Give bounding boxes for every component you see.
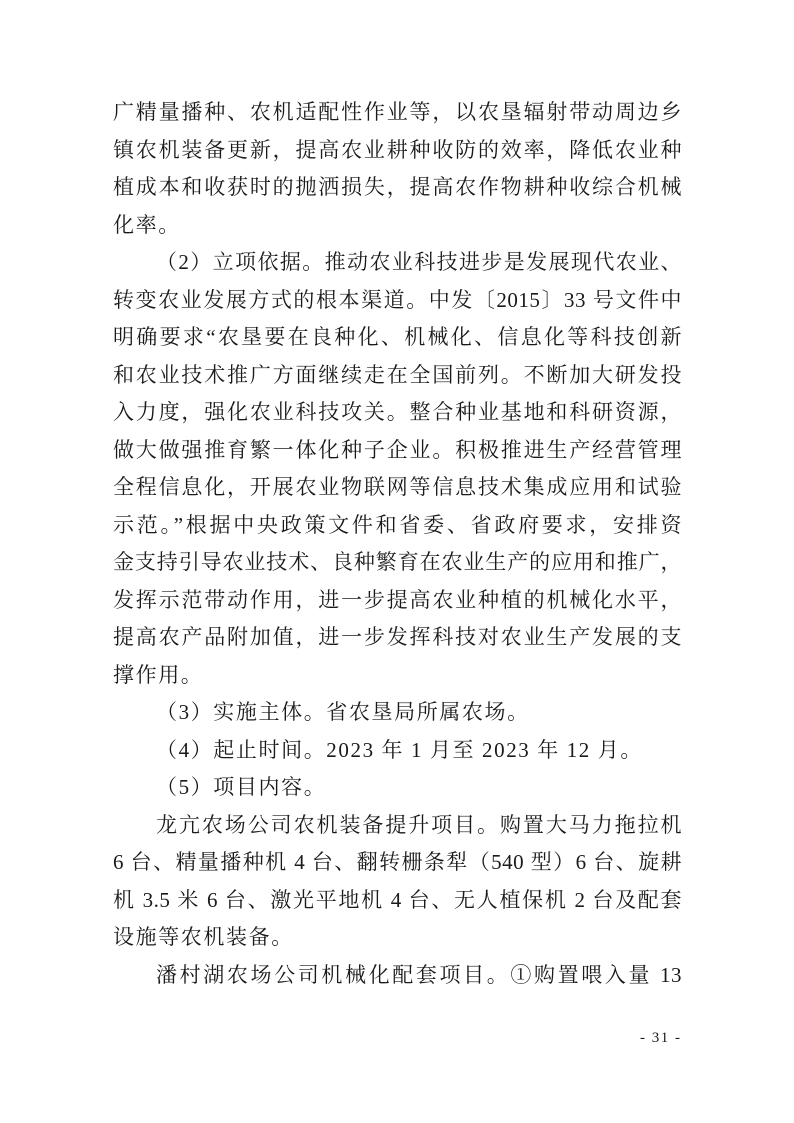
text-line: 提高农产品附加值，进一步发挥科技对农业生产发展的支 — [113, 625, 682, 649]
text-line: 设施等农机装备。 — [113, 925, 294, 949]
text-line: 入力度，强化农业科技攻关。整合种业基地和科研资源， — [113, 400, 682, 424]
text-line: 发挥示范带动作用，进一步提高农业种植的机械化水平， — [113, 587, 682, 612]
text-line: 金支持引导农业技术、良种繁育在农业生产的应用和推广， — [113, 550, 682, 574]
text-line: 植成本和收获时的抛洒损失，提高农作物耕种收综合机械 — [113, 175, 682, 199]
text-line: 做大做强推育繁一体化种子企业。积极推进生产经营管理 — [113, 437, 682, 462]
text-line: （3）实施主体。省农垦局所属农场。 — [156, 700, 530, 724]
text-line: 示范。”根据中央政策文件和省委、省政府要求，安排资 — [113, 512, 682, 537]
text-line: （4）起止时间。2023 年 1 月至 2023 年 12 月。 — [156, 737, 643, 762]
text-line: 化率。 — [113, 212, 181, 237]
text-line: （5）项目内容。 — [156, 775, 327, 799]
text-line: 龙亢农场公司农机装备提升项目。购置大马力拖拉机 — [156, 812, 682, 837]
text-line: （2）立项依据。推动农业科技进步是发展现代农业、 — [156, 250, 682, 274]
text-line: 全程信息化，开展农业物联网等信息技术集成应用和试验 — [113, 475, 682, 499]
text-line: 明确要求“农垦要在良种化、机械化、信息化等科技创新 — [113, 325, 682, 349]
page-number: - 31 - — [640, 1030, 682, 1046]
text-line: 广精量播种、农机适配性作业等，以农垦辐射带动周边乡 — [113, 100, 682, 124]
text-line: 撑作用。 — [113, 662, 204, 687]
text-line: 6 台、精量播种机 4 台、翻转栅条犁（540 型）6 台、旋耕 — [113, 850, 682, 874]
text-line: 镇农机装备更新，提高农业耕种收防的效率，降低农业种 — [113, 137, 682, 162]
body-text — [113, 94, 682, 994]
text-line: 机 3.5 米 6 台、激光平地机 4 台、无人植保机 2 台及配套 — [113, 887, 682, 912]
text-line: 转变农业发展方式的根本渠道。中发〔2015〕33 号文件中 — [113, 287, 682, 312]
text-line: 潘村湖农场公司机械化配套项目。①购置喂入量 13 — [156, 962, 682, 987]
text-line: 和农业技术推广方面继续走在全国前列。不断加大研发投 — [113, 362, 682, 387]
